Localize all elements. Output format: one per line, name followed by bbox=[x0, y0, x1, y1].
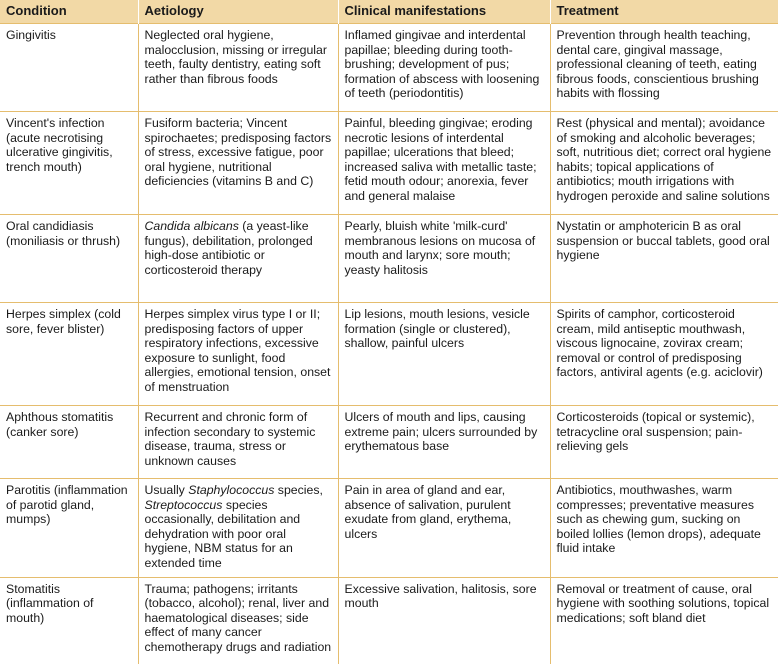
treatment-cell: Corticosteroids (topical or systemic), tetracycline oral suspension; pain-relieving gels bbox=[550, 406, 778, 479]
manifestations-cell: Lip lesions, mouth lesions, vesicle formation (single or clustered), shallow, painful ulcers bbox=[338, 303, 550, 406]
aetiology-cell bbox=[138, 215, 338, 303]
table-row bbox=[0, 406, 778, 479]
treatment-cell: Removal or treatment of cause, oral hygiene with soothing solutions, topical medications; soft bland diet bbox=[550, 577, 778, 664]
header-condition: Condition bbox=[0, 0, 138, 24]
manifestations-cell: Ulcers of mouth and lips, causing extreme pain; ulcers surrounded by erythematous base bbox=[338, 406, 550, 479]
manifestations-cell: Pain in area of gland and ear, absence of salivation, purulent exudate from gland, erythema, ulcers bbox=[338, 479, 550, 578]
treatment-cell: Rest (physical and mental); avoidance of smoking and alcoholic beverages; soft, nutritious diet; correct oral hygiene habits; topical applications of antibiotics; mouth irrigations with hydrogen peroxide and saline solutions bbox=[550, 112, 778, 215]
table-header bbox=[0, 0, 778, 24]
table-row bbox=[0, 479, 778, 578]
table-row bbox=[0, 215, 778, 303]
aetiology-text: (a yeast-like fungus), debilitation, prolonged high-dose antibiotic or corticosteroid therapy bbox=[144, 219, 313, 277]
condition-cell: Gingivitis bbox=[0, 24, 138, 112]
organism-name: Staphylococcus bbox=[188, 483, 275, 497]
aetiology-text: species, bbox=[274, 483, 323, 497]
aetiology-cell: Trauma; pathogens; irritants (tobacco, alcohol); renal, liver and haematological diseases; side effect of many cancer chemotherapy drugs and radiation bbox=[138, 577, 338, 664]
header-aetiology: Aetiology bbox=[138, 0, 338, 24]
table-row bbox=[0, 24, 778, 112]
organism-name: Streptococcus bbox=[144, 497, 223, 512]
condition-cell: Aphthous stomatitis (canker sore) bbox=[0, 406, 138, 479]
table-row bbox=[0, 112, 778, 215]
table-body bbox=[0, 24, 778, 664]
header-row bbox=[0, 0, 778, 24]
header-treatment: Treatment bbox=[550, 0, 778, 24]
manifestations-cell: Inflamed gingivae and interdental papillae; bleeding during tooth-brushing; development of pus; formation of abscess with loosening of teeth (periodontitis) bbox=[338, 24, 550, 112]
treatment-cell: Prevention through health teaching, dental care, gingival massage, professional cleaning of teeth, eating fibrous foods, conscientious brushing habits with flossing bbox=[550, 24, 778, 112]
treatment-cell: Antibiotics, mouthwashes, warm compresses; preventative measures such as chewing gum, sucking on boiled lollies (lemon drops), adequate fluid intake bbox=[550, 479, 778, 578]
condition-cell: Vincent's infection (acute necrotising ulcerative gingivitis, trench mouth) bbox=[0, 112, 138, 215]
treatment-cell: Spirits of camphor, corticosteroid cream, mild antiseptic mouthwash, viscous lignocaine, zovirax cream; removal or control of predisposing factors, antiviral agents (e.g. aciclovir) bbox=[550, 303, 778, 406]
header-clinical-manifestations: Clinical manifestations bbox=[338, 0, 550, 24]
aetiology-cell: Herpes simplex virus type I or II; predisposing factors of upper respiratory infections, excessive exposure to sunlight, food allergies, emotional tension, onset of menstruation bbox=[138, 303, 338, 406]
aetiology-cell bbox=[138, 479, 338, 578]
treatment-cell: Nystatin or amphotericin B as oral suspension or buccal tablets, good oral hygiene bbox=[550, 215, 778, 303]
organism-name: Candida albicans bbox=[144, 219, 239, 233]
condition-cell: Oral candidiasis (moniliasis or thrush) bbox=[0, 215, 138, 303]
condition-cell: Stomatitis (inflammation of mouth) bbox=[0, 577, 138, 664]
aetiology-cell: Fusiform bacteria; Vincent spirochaetes; predisposing factors of stress, excessive fatigue, poor oral hygiene, nutritional deficiencies (vitamins B and C) bbox=[138, 112, 338, 215]
aetiology-text: species occasionally, debilitation and dehydration with poor oral hygiene, NBM status for an extended time bbox=[144, 497, 301, 570]
manifestations-cell: Pearly, bluish white 'milk-curd' membranous lesions on mucosa of mouth and larynx; sore mouth; yeasty halitosis bbox=[338, 215, 550, 303]
aetiology-cell: Neglected oral hygiene, malocclusion, missing or irregular teeth, faulty dentistry, eating soft rather than fibrous foods bbox=[138, 24, 338, 112]
condition-cell: Herpes simplex (cold sore, fever blister) bbox=[0, 303, 138, 406]
table-row bbox=[0, 577, 778, 664]
table-row bbox=[0, 303, 778, 406]
condition-cell: Parotitis (inflammation of parotid gland, mumps) bbox=[0, 479, 138, 578]
manifestations-cell: Excessive salivation, halitosis, sore mouth bbox=[338, 577, 550, 664]
manifestations-cell: Painful, bleeding gingivae; eroding necrotic lesions of interdental papillae; ulcerations that bleed; increased saliva with metallic taste; fetid mouth odour; anorexia, fever and general malaise bbox=[338, 112, 550, 215]
aetiology-text: Usually bbox=[144, 483, 189, 497]
aetiology-cell: Recurrent and chronic form of infection secondary to systemic disease, trauma, stress or unknown causes bbox=[138, 406, 338, 479]
